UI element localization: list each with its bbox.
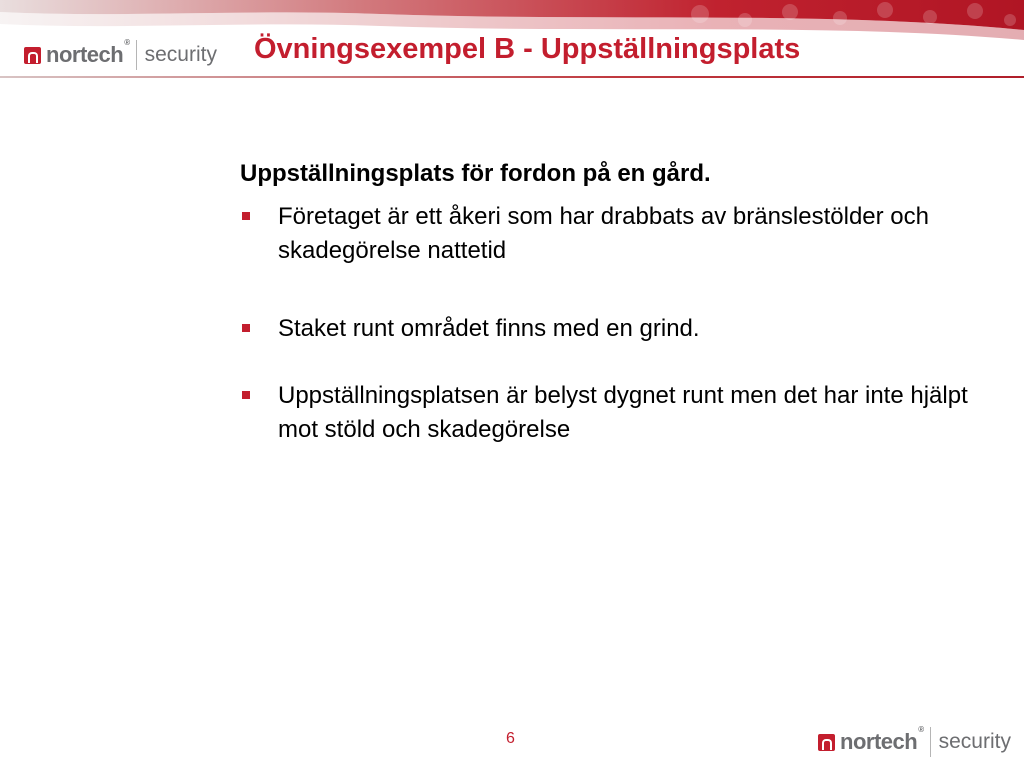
bullet-text: Staket runt området finns med en grind. [278,315,700,342]
nortech-n-logo-icon [24,47,41,64]
logo-tagline: security [938,730,1011,753]
page-number: 6 [506,730,515,747]
bullet-list [240,200,1010,447]
bullet-text: Uppställningsplatsen är belyst dygnet runt men det har inte hjälpt mot stöld och skadegörelse [278,382,968,443]
slide-content [240,158,1010,447]
square-bullet-icon [242,391,250,399]
logo-tagline: security [144,43,217,66]
footer-logo [818,727,1011,757]
bullet-text: Företaget är ett åkeri som har drabbats av bränslestölder och skadegörelse nattetid [278,203,929,264]
logo-separator [930,727,931,757]
slide-subheading: Uppställningsplats för fordon på en gård. [240,160,711,187]
header-divider [0,76,1024,78]
header-logo [24,40,217,70]
square-bullet-icon [242,324,250,332]
logo-name: nortech® [840,725,924,754]
registered-mark: ® [124,38,130,47]
registered-mark: ® [918,725,924,734]
square-bullet-icon [242,212,250,220]
logo-separator [136,40,137,70]
logo-name: nortech® [46,38,130,67]
bullet-item [240,312,1010,346]
bullet-item [240,379,1010,447]
slide-title: Övningsexempel B - Uppställningsplats [254,33,801,65]
nortech-n-logo-icon [818,734,835,751]
bullet-item [240,200,1010,268]
